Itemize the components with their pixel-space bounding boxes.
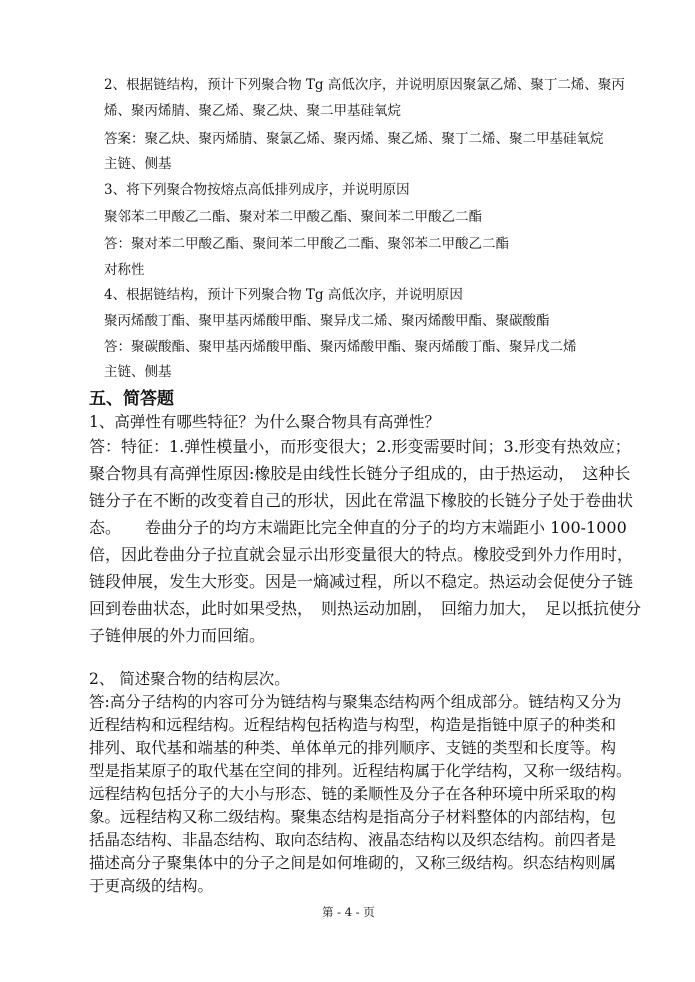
q2-answer-line: 答:高分子结构的内容可分为链结构与聚集态结构两个组成部分。链结构又分为 <box>89 693 622 711</box>
q3-answer: 答：聚对苯二甲酸乙酯、聚间苯二甲酸乙二酯、聚邻苯二甲酸乙二酯 <box>104 236 509 252</box>
q2-answer-line: 远程结构包括分子的大小与形态、链的柔顺性及分子在各种环境中所采取的构 <box>89 785 617 803</box>
q1-answer-line: 态。 卷曲分子的均方末端距比完全伸直的分子的均方末端距小 100-1000 <box>89 518 627 537</box>
q2-answer-line: 排列、取代基和端基的种类、单体单元的排列顺序、支链的类型和长度等。构 <box>89 739 617 757</box>
q2-answer-line: 象。远程结构又称二级结构。聚集态结构是指高分子材料整体的内部结构，包 <box>89 808 617 826</box>
q4-answer: 答：聚碳酸酯、聚甲基丙烯酸甲酯、聚丙烯酸甲酯、聚丙烯酸丁酯、聚异戊二烯 <box>104 339 577 355</box>
q1-answer-line: 链分子在不断的改变着自己的形状，因此在常温下橡胶的长链分子处于卷曲状 <box>89 491 634 510</box>
q2-title-line-1: 2、根据链结构，预计下列聚合物 Tg 高低次序，并说明原因聚氯乙烯、聚丁二烯、聚丙 <box>104 77 625 93</box>
q2-answer-line: 括晶态结构、非晶态结构、取向态结构、液晶态结构以及织态结构。前四者是 <box>89 831 617 849</box>
q2-answer-line: 于更高级的结构。 <box>89 877 214 895</box>
q3-items: 聚邻苯二甲酸乙二酯、聚对苯二甲酸乙酯、聚间苯二甲酸乙二酯 <box>104 209 482 225</box>
q2-reason: 主链、侧基 <box>104 156 172 172</box>
q4-items: 聚丙烯酸丁酯、聚甲基丙烯酸甲酯、聚异戊二烯、聚丙烯酸甲酯、聚碳酸酯 <box>104 313 550 329</box>
q2-title-line-2: 烯、聚丙烯腈、聚乙烯、聚乙炔、聚二甲基硅氧烷 <box>104 103 401 119</box>
q2-answer-line: 描述高分子聚集体中的分子之间是如何堆砌的，又称三级结构。织态结构则属 <box>89 854 617 872</box>
q1-answer-line: 聚合物具有高弹性原因:橡胶是由线性长链分子组成的，由于热运动， 这种长 <box>89 464 631 483</box>
q1-answer-line: 链段伸展，发生大形变。因是一熵减过程，所以不稳定。热运动会促使分子链 <box>89 572 634 591</box>
q1-answer-line: 答：特征：1.弹性模量小，而形变很大；2.形变需要时间；3.形变有热效应； <box>89 437 631 456</box>
page-number: 第 - 4 - 页 <box>322 905 375 919</box>
q2-answer-line: 近程结构和远程结构。近程结构包括构造与构型，构造是指链中原子的种类和 <box>89 716 617 734</box>
q2-structure-title: 2、 简述聚合物的结构层次。 <box>89 670 290 688</box>
q2-answer-line: 型是指某原子的取代基在空间的排列。近程结构属于化学结构，又称一级结构。 <box>89 762 632 780</box>
q1-answer-line: 子链伸展的外力而回缩。 <box>89 626 266 645</box>
q2-answer: 答案：聚乙炔、聚丙烯腈、聚氯乙烯、聚丙烯、聚乙烯、聚丁二烯、聚二甲基硅氧烷 <box>104 131 604 147</box>
section-heading: 五、简答题 <box>89 389 174 409</box>
q3-title: 3、将下列聚合物按熔点高低排列成序，并说明原因 <box>104 182 410 198</box>
q4-title: 4、根据链结构，预计下列聚合物 Tg 高低次序，并说明原因 <box>104 287 463 303</box>
q1-answer-line: 倍，因此卷曲分子拉直就会显示出形变量很大的特点。橡胶受到外力作用时， <box>89 545 634 564</box>
q3-reason: 对称性 <box>104 262 145 278</box>
q1-answer-line: 回到卷曲状态，此时如果受热， 则热运动加剧， 回缩力加大， 足以抵抗使分 <box>89 599 642 618</box>
q1-title: 1、高弹性有哪些特征？为什么聚合物具有高弹性？ <box>89 413 440 431</box>
q4-reason: 主链、侧基 <box>104 364 172 380</box>
